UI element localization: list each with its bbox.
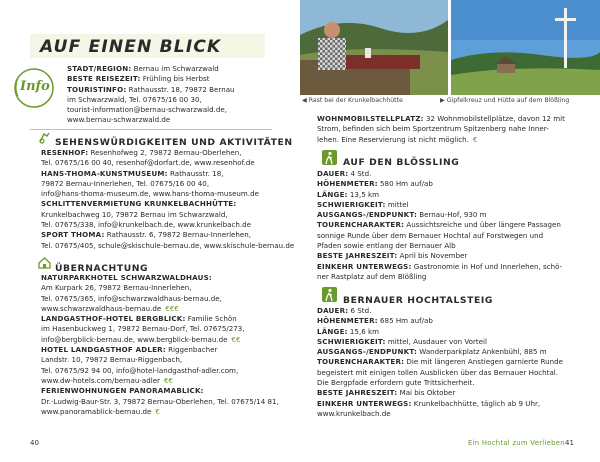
field-value: im Hasenbuckweg 1, 79872 Bernau-Dorf, Tel. 07675/273,	[41, 324, 245, 334]
field-value: mittel, Ausdauer von Vorteil	[385, 336, 487, 346]
price-category: €€	[231, 334, 241, 344]
field-value: im Schwarzwald, Tel. 07675/16 00 30,	[67, 94, 202, 104]
field-value: Die mit längeren Anstiegen garnierte Runde	[404, 357, 563, 367]
photo-rest-hut	[300, 0, 448, 95]
field-label: HOTEL LANDGASTHOF ADLER:	[41, 345, 166, 355]
field-value: Bernau-Hof, 930 m	[417, 210, 487, 220]
field-value: Krunkelbachweg 10, 79872 Bernau im Schwarzwald,	[41, 209, 228, 219]
field-value: tourist-information@bernau-schwarzwald.de,	[67, 105, 228, 115]
text-line	[67, 105, 235, 115]
field-value: Wanderparkplatz Ankenbühl, 885 m	[417, 347, 547, 357]
text-line	[67, 85, 235, 95]
field-label: TOURENCHARAKTER:	[317, 220, 405, 230]
text-line	[317, 251, 562, 261]
text-line	[317, 241, 562, 251]
text-line	[41, 314, 279, 324]
field-label: HÖHENMETER:	[317, 316, 378, 326]
info-block	[67, 64, 235, 126]
text-line	[317, 327, 563, 337]
caption-right: ▶ Gipfelkreuz und Hütte auf dem Blößling	[440, 97, 570, 104]
text-line	[67, 64, 235, 74]
field-value: 6 Std.	[348, 306, 372, 315]
field-label: BESTE JAHRESZEIT:	[317, 388, 398, 398]
text-line	[41, 407, 279, 417]
field-value: www.bernau-schwarzwald.de	[67, 115, 171, 125]
field-value: Landstr. 10, 79872 Bernau-Riggenbach,	[41, 355, 183, 365]
text-line	[41, 366, 279, 376]
house-icon	[38, 256, 51, 269]
text-line	[67, 115, 235, 125]
text-line	[317, 306, 563, 316]
text-line	[317, 200, 562, 210]
text-line	[317, 210, 562, 220]
field-value: Strom, befinden sich beim Sportzentrum Spitzenberg nahe Inner-	[317, 124, 549, 134]
field-label: SCHWIERIGKEIT:	[317, 199, 386, 209]
caption-left: ◀ Rast bei der Krunkelbachhütte	[302, 97, 403, 104]
field-value: 15,6 km	[347, 326, 379, 336]
field-value: Die Bergpfade erfordern gute Trittsicherheit.	[317, 378, 475, 388]
field-label: LANDGASTHOF-HOTEL BERGBLICK:	[41, 314, 186, 324]
field-value: 79872 Bernau-Innerlehen, Tel. 07675/16 00 40,	[41, 178, 210, 188]
field-value: Rathausstr. 18,	[167, 168, 224, 178]
text-line	[317, 368, 563, 378]
field-label: RESENHOF:	[41, 148, 89, 157]
stay-block	[41, 273, 279, 417]
field-label: DAUER:	[317, 306, 349, 315]
text-line	[317, 337, 563, 347]
text-line	[67, 95, 235, 105]
field-value: ner Rastplatz auf dem Blößling	[317, 271, 427, 281]
field-value: Tel. 07675/365, info@schwarzwaldhaus-bernau.de,	[41, 293, 222, 303]
photo-summit-cross	[451, 0, 600, 95]
text-line	[41, 294, 279, 304]
page-title: AUF EINEN BLICK	[40, 37, 222, 57]
field-label: STADT/REGION:	[67, 64, 132, 73]
field-value: Rathausstr. 18, 79872 Bernau	[126, 84, 235, 94]
tour2-block	[317, 306, 563, 419]
field-value: Krunkelbachhütte, täglich ab 9 Uhr,	[411, 398, 541, 408]
text-line	[41, 397, 279, 407]
field-label: WOHNMOBILSTELLPLATZ:	[317, 114, 424, 123]
tour2-heading: BERNAUER HOCHTALSTEIG	[343, 295, 494, 306]
text-line	[41, 241, 294, 251]
field-value: begeistert mit einigen tollen Ausblicken über das Bernauer Hochtal.	[317, 367, 559, 377]
field-value: Dr.-Ludwig-Baur-Str. 3, 79872 Bernau-Oberlehen, Tel. 07675/14 81,	[41, 396, 279, 406]
text-line	[41, 199, 294, 209]
field-value: lehen. Eine Reservierung ist nicht möglich.	[317, 134, 469, 144]
field-label: HÖHENMETER:	[317, 179, 378, 189]
field-label: TOURISTINFO:	[67, 84, 127, 94]
field-value: info@bergblick-bernau.de, www.bergblick-bernau.de	[41, 334, 228, 344]
tour1-block	[317, 169, 562, 282]
page-number-left: 40	[30, 439, 39, 447]
text-line	[41, 304, 279, 314]
field-label: LÄNGE:	[317, 326, 348, 336]
text-line	[41, 345, 279, 355]
text-line	[317, 347, 563, 357]
field-value: Tel. 07675/16 00 40, resenhof@dorfart.de, www.resenhof.de	[41, 158, 255, 168]
field-value: Gastronomie in Hof und Innerlehen, schö-	[411, 261, 563, 271]
text-line	[317, 124, 565, 134]
text-line	[317, 220, 562, 230]
text-line	[41, 376, 279, 386]
field-label: NATURPARKHOTEL SCHWARZWALDHAUS:	[41, 273, 212, 282]
field-value: 32 Wohnmobilstellplätze, davon 12 mit	[423, 114, 565, 123]
text-line	[41, 169, 294, 179]
field-value: Bernau im Schwarzwald	[131, 64, 219, 73]
tour1-heading: AUF DEN BLÖSSLING	[343, 157, 460, 168]
field-label: EINKEHR UNTERWEGS:	[317, 261, 412, 271]
text-line	[317, 262, 562, 272]
field-label: FERIENWOHNUNGEN PANORAMABLICK:	[41, 386, 204, 396]
footer-title: Ein Hochtal zum Verlieben	[468, 439, 565, 447]
text-line	[41, 220, 294, 230]
field-value: Tel. 07675/92 94 00, info@hotel-landgasthof-adler.com,	[41, 365, 239, 375]
text-line	[41, 283, 279, 293]
field-value: www.panoramablick-bernau.de	[41, 406, 152, 416]
field-value: 685 Hm auf/ab	[377, 316, 433, 326]
camera-icon	[38, 131, 51, 144]
field-value: www.schwarzwaldhaus-bernau.de	[41, 303, 162, 313]
text-line	[41, 189, 294, 199]
field-value: Tel. 07675/338, info@krunkelbach.de, www.krunkelbach.de	[41, 220, 252, 230]
text-line	[41, 230, 294, 240]
field-value: Riggenbacher	[165, 345, 218, 355]
text-line	[317, 179, 562, 189]
field-label: DAUER:	[317, 169, 349, 178]
price-category: €	[155, 406, 160, 416]
field-label: SCHLITTENVERMIETUNG KRUNKELBACHHÜTTE:	[41, 199, 237, 209]
field-label: AUSGANGS-/ENDPUNKT:	[317, 210, 418, 220]
divider	[30, 129, 272, 130]
page-number-right: 41	[565, 439, 574, 447]
field-value: info@hans-thoma-museum.de, www.hans-thoma-museum.de	[41, 189, 259, 199]
text-line	[41, 210, 294, 220]
field-value: Rathausstr. 6, 79872 Bernau-Innerlehen,	[104, 230, 252, 240]
field-value: Aussichtsreiche und über längere Passagen	[404, 220, 561, 230]
field-value: Mai bis Oktober	[397, 388, 456, 398]
field-value: mittel	[385, 199, 409, 209]
field-value: 13,5 km	[347, 189, 379, 199]
text-line	[317, 190, 562, 200]
text-line	[41, 355, 279, 365]
field-value: Frühling bis Herbst	[140, 74, 210, 84]
field-value: 580 Hm auf/ab	[377, 179, 433, 189]
text-line	[317, 272, 562, 282]
field-value: sonnige Runde über dem Bernauer Hochtal auf Forstwegen und	[317, 230, 544, 240]
sights-block	[41, 148, 294, 251]
text-line	[41, 335, 279, 345]
text-line	[317, 357, 563, 367]
field-value: 4 Std.	[348, 169, 372, 178]
text-line	[41, 386, 279, 396]
field-label: SCHWIERIGKEIT:	[317, 336, 386, 346]
field-label: BESTE JAHRESZEIT:	[317, 251, 398, 261]
field-label: HANS-THOMA-KUNSTMUSEUM:	[41, 168, 168, 178]
text-line	[317, 316, 563, 326]
field-value: Resenhofweg 2, 79872 Bernau-Oberlehen,	[88, 148, 242, 157]
text-line	[317, 169, 562, 179]
text-line	[41, 158, 294, 168]
stay-heading: ÜBERNACHTUNG	[55, 263, 149, 274]
text-line	[41, 273, 279, 283]
text-line	[317, 399, 563, 409]
price-category: €€€	[165, 303, 179, 313]
info-badge-label: Info	[20, 79, 50, 94]
text-line	[41, 148, 294, 158]
text-line	[67, 74, 235, 84]
text-line	[41, 324, 279, 334]
text-line	[317, 135, 565, 145]
hiking-icon	[322, 287, 337, 302]
field-label: BESTE REISEZEIT:	[67, 74, 141, 84]
text-line	[317, 388, 563, 398]
text-line	[317, 378, 563, 388]
text-line	[317, 114, 565, 124]
field-label: AUSGANGS-/ENDPUNKT:	[317, 347, 418, 357]
hiking-icon	[322, 150, 337, 165]
field-value: Pfaden sowie entlang der Bernauer Alb	[317, 241, 456, 251]
field-label: SPORT THOMA:	[41, 230, 105, 240]
field-label: EINKEHR UNTERWEGS:	[317, 398, 412, 408]
field-value: Am Kurpark 26, 79872 Bernau-Innerlehen,	[41, 283, 192, 293]
womo-block	[317, 114, 565, 145]
field-label: LÄNGE:	[317, 189, 348, 199]
field-value: www.dw-hotels.com/bernau-adler	[41, 375, 160, 385]
field-label: TOURENCHARAKTER:	[317, 357, 405, 367]
field-value: Tel. 07675/405, schule@skischule-bernau.de, www.skischule-bernau.de	[41, 240, 295, 250]
field-value: April bis November	[397, 251, 468, 261]
field-value: Familie Schön	[185, 314, 237, 324]
text-line	[317, 231, 562, 241]
field-value: www.krunkelbach.de	[317, 408, 391, 418]
sights-heading: SEHENSWÜRDIGKEITEN UND AKTIVITÄTEN	[55, 137, 293, 148]
text-line	[41, 179, 294, 189]
text-line	[317, 409, 563, 419]
price-category: €	[472, 134, 478, 144]
price-category: €€	[163, 375, 174, 385]
